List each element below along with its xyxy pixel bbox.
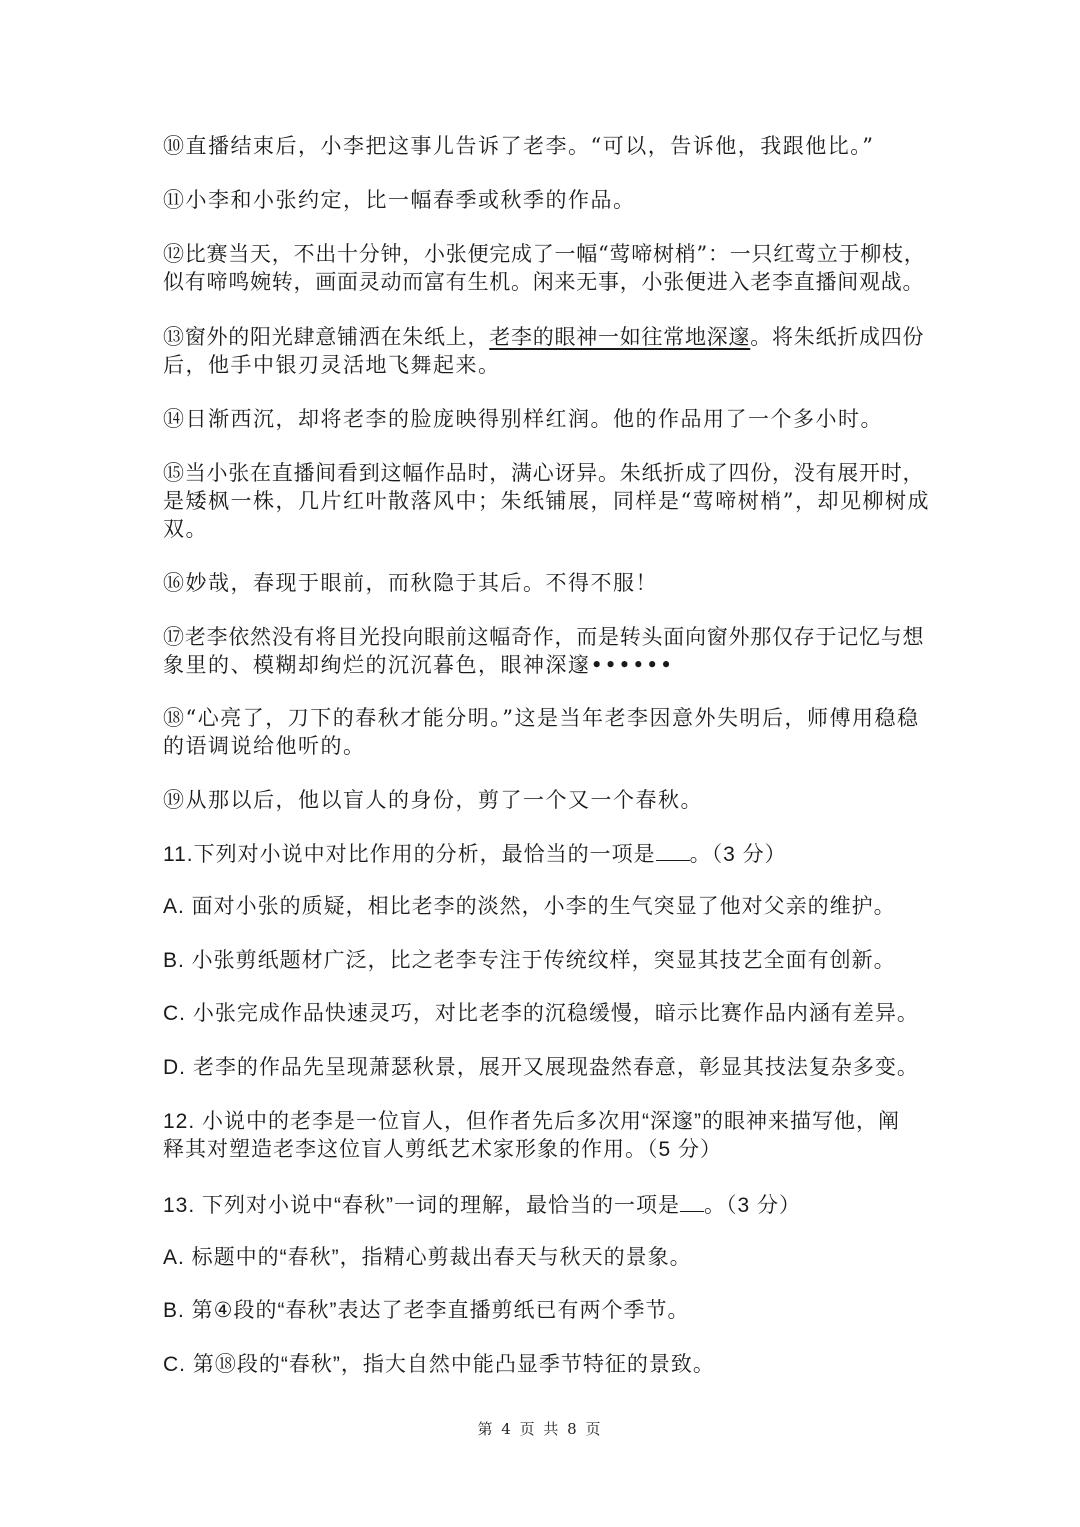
paragraph-13-text-after: 。将朱纸折成四份 <box>750 325 925 349</box>
paragraph-11: ⑪小李和小张约定，比一幅春季或秋季的作品。 <box>163 188 636 212</box>
paragraph-19: ⑲从那以后，他以盲人的身份，剪了一个又一个春秋。 <box>163 788 703 812</box>
question-11-option-b: B. 小张剪纸题材广泛，比之老李专注于传统纹样，突显其技艺全面有创新。 <box>163 949 896 972</box>
question-11-option-c: C. 小张完成作品快速灵巧，对比老李的沉稳缓慢，暗示比赛作品内涵有差异。 <box>163 1002 919 1025</box>
question-13-stem: 13. 下列对小说中“春秋”一词的理解，最恰当的一项是 <box>163 1194 681 1217</box>
paragraph-13-line-2: 后，他手中银刃灵活地飞舞起来。 <box>163 353 501 377</box>
question-11-score: 。（3 分） <box>689 843 787 866</box>
question-13-option-c: C. 第⑱段的“春秋”，指大自然中能凸显季节特征的景致。 <box>163 1353 715 1376</box>
page-footer: 第 4 页 共 8 页 <box>477 1420 603 1438</box>
paragraph-17-line-1: ⑰老李依然没有将目光投向眼前这幅奇作，而是转头面向窗外那仅存于记忆与想 <box>163 625 925 649</box>
paragraph-16: ⑯妙哉，春现于眼前，而秋隐于其后。不得不服！ <box>163 571 658 595</box>
paragraph-15-line-2: 是矮枫一株，几片红叶散落风中；朱纸铺展，同样是“莺啼树梢”，却见柳树成 <box>163 489 930 513</box>
paragraph-18-line-1: ⑱“心亮了，刀下的春秋才能分明。”这是当年老李因意外失明后，师傅用稳稳 <box>163 706 920 730</box>
question-11-stem: 11.下列对小说中对比作用的分析，最恰当的一项是 <box>163 843 656 866</box>
question-11-option-a: A. 面对小张的质疑，相比老李的淡然，小李的生气突显了他对父亲的维护。 <box>163 895 896 918</box>
paragraph-12-line-1: ⑫比赛当天，不出十分钟，小张便完成了一幅“莺啼树梢”：一只红莺立于柳枝， <box>163 242 926 266</box>
paragraph-15-line-3: 双。 <box>163 517 208 541</box>
paragraph-12-line-2: 似有啼鸣婉转，画面灵动而富有生机。闲来无事，小张便进入老李直播间观战。 <box>163 270 925 294</box>
question-12-line-1: 12. 小说中的老李是一位盲人，但作者先后多次用“深邃”的眼神来描写他，阐 <box>163 1110 901 1133</box>
question-13-option-a: A. 标题中的“春秋”，指精心剪裁出春天与秋天的景象。 <box>163 1246 692 1269</box>
question-13-option-b: B. 第④段的“春秋”表达了老李直播剪纸已有两个季节。 <box>163 1299 690 1322</box>
paragraph-13-text-before: ⑬窗外的阳光肆意铺洒在朱纸上， <box>163 325 490 349</box>
question-11-option-d: D. 老李的作品先呈现萧瑟秋景，展开又展现盎然春意，彰显其技法复杂多变。 <box>163 1056 919 1079</box>
question-11-answer-blank[interactable] <box>656 838 690 861</box>
question-11 <box>163 838 930 870</box>
question-13-answer-blank[interactable] <box>680 1189 704 1212</box>
question-13-score: 。（3 分） <box>704 1194 802 1217</box>
question-13 <box>163 1189 930 1221</box>
paragraph-13-underlined-phrase: 老李的眼神一如往常地深邃 <box>489 325 751 349</box>
paragraph-17-line-2: 象里的、模糊却绚烂的沉沉暮色，眼神深邃•••••• <box>163 653 674 677</box>
paragraph-10: ⑩直播结束后，小李把这事儿告诉了老李。“可以，告诉他，我跟他比。” <box>163 134 875 158</box>
paragraph-18-line-2: 的语调说给他听的。 <box>163 734 366 758</box>
paragraph-13-line-1 <box>163 322 930 352</box>
paragraph-15-line-1: ⑮当小张在直播间看到这幅作品时，满心讶异。朱纸折成了四份，没有展开时， <box>163 461 925 485</box>
paragraph-14: ⑭日渐西沉，却将老李的脸庞映得别样红润。他的作品用了一个多小时。 <box>163 407 883 431</box>
question-12-line-2: 释其对塑造老李这位盲人剪纸艺术家形象的作用。（5 分） <box>163 1138 723 1161</box>
